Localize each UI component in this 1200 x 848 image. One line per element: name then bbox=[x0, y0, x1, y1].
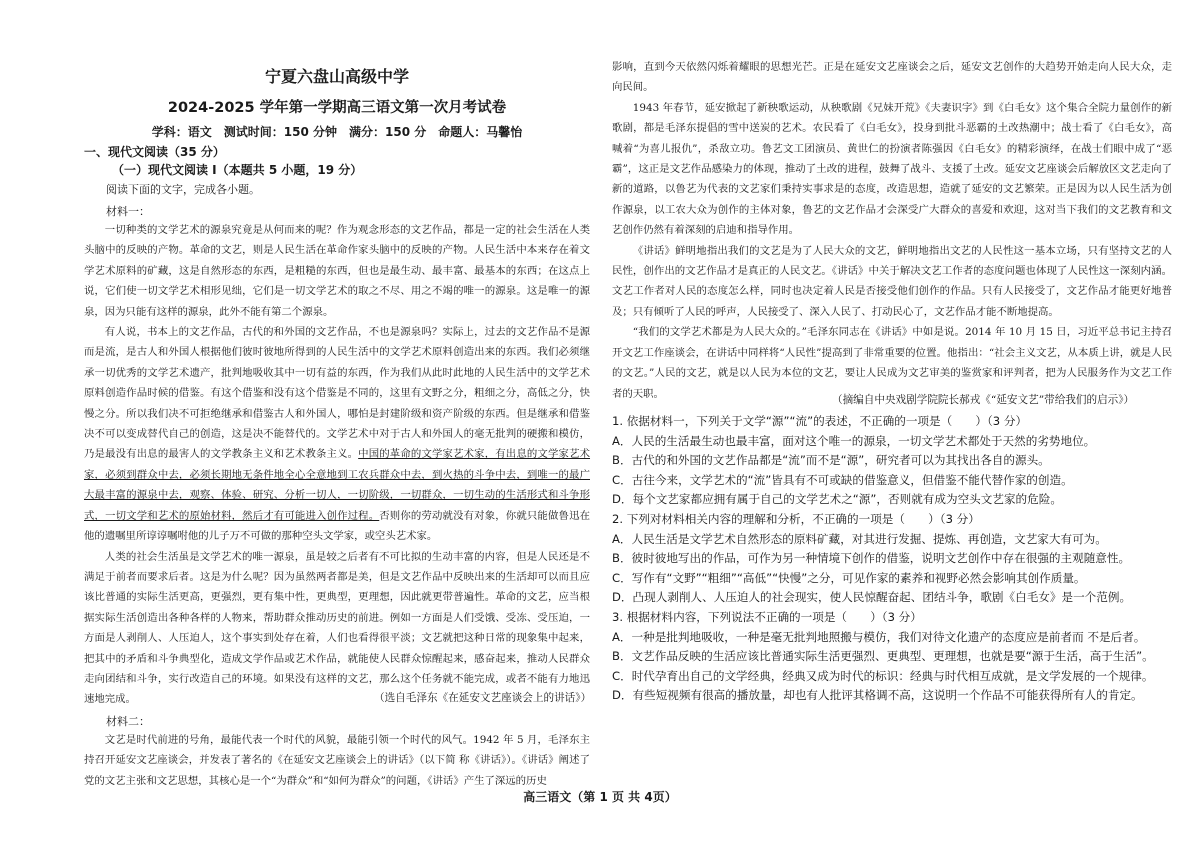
question-2-stem: 2. 下列对材料相关内容的理解和分析，不正确的一项是（ ）（3 分） bbox=[612, 511, 980, 526]
material1-paragraph-2-tail: 否则你的劳动就没有对象，你就只能做鲁迅在他的遗嘱里所谆谆嘱咐他的儿子万不可做的那种空头文学家，或空头艺术家。 bbox=[84, 509, 591, 543]
question-3-option-c: C．时代孕育出自己的文学经典，经典又成为时代的标识：经典与时代相互成就，是文学发展的一个规律。 bbox=[612, 668, 1154, 683]
material2-body-left bbox=[84, 730, 590, 791]
question-2-option-c: C．写作有“文野”“粗细”“高低”“快慢”之分，可见作家的素养和视野必然会影响其创作质量。 bbox=[612, 570, 1086, 585]
exam-meta: 学科：语文 测试时间：150 分钟 满分：150 分 命题人：马馨怡 bbox=[151, 125, 523, 139]
material1-body bbox=[84, 220, 590, 710]
question-block bbox=[612, 412, 1172, 706]
reading-instruction: 阅读下面的文字，完成各小题。 bbox=[106, 183, 260, 196]
question-3 bbox=[612, 608, 1172, 706]
question-1-option-d: D．每个文艺家都应拥有属于自己的文学艺术之“源”，否则就有成为空头文艺家的危险。 bbox=[612, 492, 1062, 507]
material2-source: （摘编自中央戏剧学院院长郝戎《“延安文艺”带给我们的启示》） bbox=[832, 394, 1135, 406]
question-1 bbox=[612, 412, 1172, 510]
question-1-option-c: C．古往今来，文学艺术的“流”皆具有不可或缺的借鉴意义，但借鉴不能代替作家的创造。 bbox=[612, 472, 1073, 487]
material2-body-right bbox=[612, 57, 1172, 404]
underlined-passage: 中国的革命的文学家艺术家，有出息的文学家艺术家，必须到群众中去，必须长期地无条件地全心全意地到工农兵群众中去，到火热的斗争中去，到唯一的最广大最丰富的源泉中去，观察、体验、研究、分析一切人，一切阶级，一切群众，一切生动的生活形式和斗争形式，一切文学和艺术的原始材料，然后才有可能进入创作过程。 bbox=[84, 448, 591, 522]
question-2-option-a: A．人民生活是文学艺术自然形态的原料矿藏，对其进行发掘、提炼、再创造，文艺家大有可为。 bbox=[612, 531, 1107, 546]
question-1-option-a: A．人民的生活最生动也最丰富，面对这个唯一的源泉，一切文学艺术都处于天然的劣势地位。 bbox=[612, 433, 1096, 448]
material1-paragraph-2 bbox=[84, 322, 590, 546]
question-3-stem: 3. 根据材料内容，下列说法不正确的一项是（ ）（3 分） bbox=[612, 609, 922, 624]
school-name: 宁夏六盘山高级中学 bbox=[264, 67, 409, 86]
material2-paragraph-1: 文艺是时代前进的号角，最能代表一个时代的风貌，最能引领一个时代的风气。1942 年 5 月，毛泽东主持召开延安文艺座谈会，并发表了著名的《在延安文艺座谈会上的讲话》（以下简 称《讲话》）。《讲话》阐述了党的文艺主张和文艺思想，其核心是一个“为群众”和“如何为群众”的问题，《讲话》产生了深远的历史 bbox=[84, 734, 590, 787]
material1-paragraph-2-text: 有人说，书本上的文艺作品，古代的和外国的文艺作品，不也是源泉吗？实际上，过去的文艺作品不是源而是流，是古人和外国人根据他们彼时彼地所得到的人民生活中的文学艺术原料创造出来的东西。我们必须继承一切优秀的文学艺术遗产，批判地吸收其中一切有益的东西，作为我们从此时此地的人民生活中的文学艺术原料创造作品时候的借鉴。有这个借鉴和没有这个借鉴是不同的，这里有文野之分，粗细之分，高低之分，快慢之分。所以我们决不可拒绝继承和借鉴古人和外国人，哪怕是封建阶级和资产阶级的东西。但是继承和借鉴决不可以变成替代自己的创造，这是决不能替代的。文学艺术中对于古人和外国人的毫无批判的硬搬和模仿，乃是最没有出息的最害人的文学教条主义和艺术教条主义。 bbox=[84, 326, 590, 461]
question-2-option-b: B．彼时彼地写出的作品，可作为另一种情境下创作的借鉴，说明文艺创作中存在很强的主观随意性。 bbox=[612, 551, 1131, 566]
material1-paragraph-1: 一切种类的文学艺术的源泉究竟是从何而来的呢？作为观念形态的文艺作品，都是一定的社会生活在人类头脑中的反映的产物。革命的文艺，则是人民生活在革命作家头脑中的反映的产物。人民生活中本来存在着文学艺术原料的矿藏，这是自然形态的东西，是粗糙的东西，但也是最生动、最丰富、最基本的东西；在这点上说，它们使一切文学艺术相形见绌，它们是一切文学艺术的取之不尽、用之不竭的唯一的源泉。这是唯一的源泉，因为只能有这样的源泉，此外不能有第二个源泉。 bbox=[84, 224, 590, 318]
question-3-option-b: B．文艺作品反映的生活应该比普通实际生活更强烈、更典型、更理想，也就是要“源于生活，高于生活”。 bbox=[612, 649, 1154, 664]
section-heading: 一、现代文阅读（35 分） bbox=[84, 145, 225, 159]
material2-paragraph-4: “我们的文学艺术都是为人民大众的。”毛泽东同志在《讲话》中如是说。2014 年 10 月 15 日，习近平总书记主持召开文艺工作座谈会，在讲话中同样将“人民性”提高到了非常重要的位置。他指出：“社会主义文艺，从本质上讲，就是人民的文艺。”人民的文艺，就是以人民为本位的文艺，要让人民成为文艺审美的鉴赏家和评判者，把为人民服务作为文艺工作者的天职。 bbox=[612, 326, 1172, 400]
material1-label: 材料一： bbox=[106, 205, 150, 218]
exam-title: 2024-2025 学年第一学期高三语文第一次月考试卷 bbox=[167, 100, 507, 116]
question-2 bbox=[612, 510, 1172, 608]
question-1-stem: 1. 依据材料一，下列关于文学“源”“流”的表述，不正确的一项是（ ）（3 分） bbox=[612, 414, 1028, 428]
subsection-heading: （一）现代文阅读 I（本题共 5 小题，19 分） bbox=[112, 163, 363, 177]
question-2-option-d: D．凸现人剥削人、人压迫人的社会现实，使人民惊醒奋起、团结斗争，歌剧《白毛女》是一个范例。 bbox=[612, 590, 1132, 605]
question-3-option-d: D．有些短视频有很高的播放量，却也有人批评其格调不高，这说明一个作品不可能获得所有人的肯定。 bbox=[612, 688, 1143, 703]
material2-label: 材料二： bbox=[106, 715, 150, 728]
material1-source: （选自毛泽东《在延安文艺座谈会上的讲话》） bbox=[374, 692, 592, 704]
material2-paragraph-2: 1943 年春节，延安掀起了新秧歌运动，从秧歌剧《兄妹开荒》《夫妻识字》到《白毛女》这个集合全院力量创作的新歌剧，都是毛泽东提倡的雪中送炭的艺术。农民看了《白毛女》，投身到批斗恶霸的土改热潮中；战士看了《白毛女》，高喊着“为喜儿报仇”，杀敌立功。鲁艺文工团演员、黄世仁的扮演者陈强因《白毛女》的精彩演绎，在战士们眼中成了“恶霸”，这正是文艺作品感染力的体现，推动了土改的进程，鼓舞了战斗、支援了土改。延安文艺座谈会后解放区文艺走向了新的道路，以鲁艺为代表的文艺家们秉持实事求是的态度，改造思想，造就了延安的文艺繁荣。正是因为以人民生活为创作源泉，以工农大众为创作的主体对象，鲁艺的文艺作品才会深受广大群众的喜爱和欢迎，这对当下我们的文艺教育和文艺创作仍然有着深刻的启迪和指导作用。 bbox=[612, 101, 1172, 237]
question-3-option-a: A．一种是批判地吸收，一种是毫无批判地照搬与模仿，我们对待文化遗产的态度应是前者而 不是后者。 bbox=[612, 629, 1146, 644]
material1-paragraph-3: 人类的社会生活虽是文学艺术的唯一源泉，虽是较之后者有不可比拟的生动丰富的内容，但是人民还是不满足于前者而要求后者。这是为什么呢？因为虽然两者都是美，但是文艺作品中反映出来的生活却可以而且应该比普通的实际生活更高，更强烈，更有集中性，更典型，更理想，因此就更带普遍性。革命的文艺，应当根据实际生活创造出各种各样的人物来，帮助群众推动历史的前进。例如一方面是人们受饿、受冻、受压迫，一方面是人剥削人、人压迫人，这个事实到处存在着，人们也看得很平淡；文艺就把这种日常的现象集中起来，把其中的矛盾和斗争典型化，造成文学作品或艺术作品，就能使人民群众惊醒起来，感奋起来，推动人民群众走向团结和斗争，实行改造自己的环境。如果没有这样的文艺，那么这个任务就不能完成，或者不能有力地迅速地完成。 bbox=[84, 550, 590, 706]
material2-paragraph-3: 《讲话》鲜明地指出我们的文艺是为了人民大众的文艺，鲜明地指出文艺的人民性这一基本立场，只有坚持文艺的人民性，创作出的文艺作品才是真正的人民文艺。《讲话》中关于解决文艺工作者的态度问题也体现了人民性这一深刻内涵。文艺工作者对人民的态度怎么样，同时也决定着人民是否接受他们创作的作品。只有人民接受了，文艺作品才能更好地普及；只有倾听了人民的呼声，人民接受了、深入人民了、打动民心了，文艺作品才能不断地提高。 bbox=[612, 244, 1172, 318]
question-1-option-b: B．古代的和外国的文艺作品都是“流”而不是“源”，研究者可以为其找出各自的源头。 bbox=[612, 453, 1050, 468]
page-footer: 高三语文（第 1 页 共 4页） bbox=[523, 790, 677, 804]
material2-paragraph-1-continued: 影响，直到今天依然闪烁着耀眼的思想光芒。正是在延安文艺座谈会之后，延安文艺创作的大趋势开始走向人民大众，走向民间。 bbox=[612, 61, 1172, 94]
